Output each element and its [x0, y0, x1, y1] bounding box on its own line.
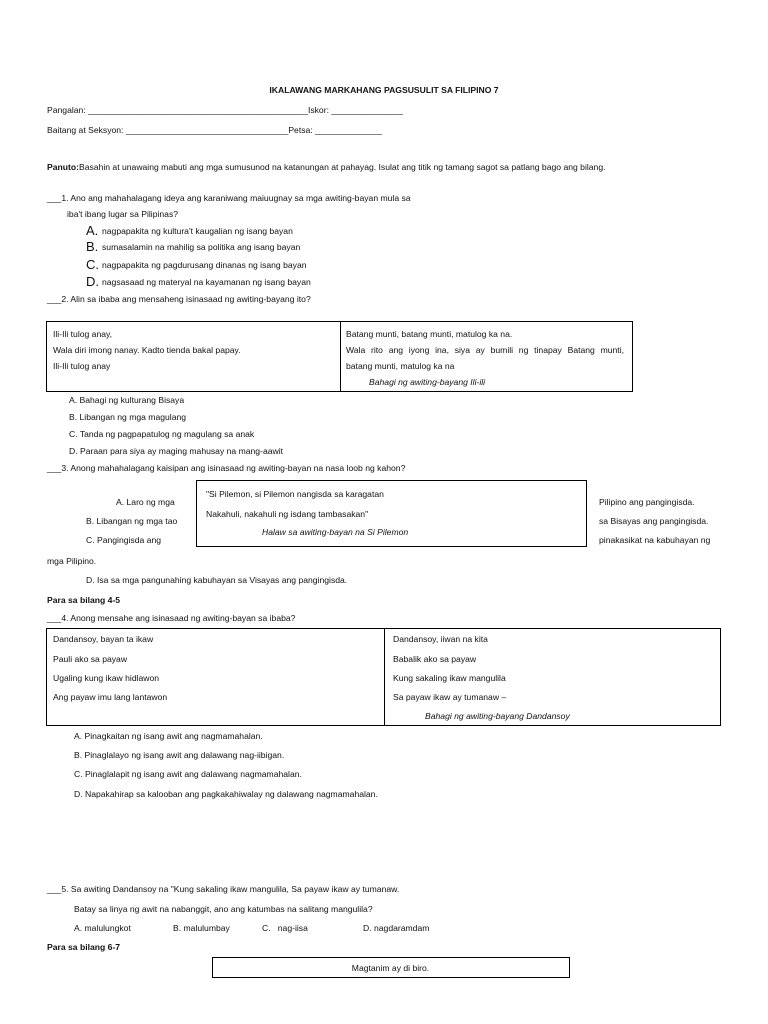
section-heading-6-7: Para sa bilang 6-7	[47, 942, 121, 952]
q1-choice-d	[86, 275, 311, 290]
q5-choice-a: A. malulungkot	[74, 923, 131, 933]
q3-choice-b-end: sa Bisayas ang pangingisda.	[599, 516, 709, 526]
instructions	[47, 163, 606, 173]
q5-choice-d: D. nagdaramdam	[363, 923, 430, 933]
q4-box-divider	[384, 628, 385, 725]
q2-right-line-1: Batang munti, batang munti, matulog ka na.	[346, 329, 513, 339]
q1-choice-text: nagsasaad ng materyal na kayamanan ng isang bayan	[102, 277, 311, 287]
q1-choice-c	[86, 258, 307, 273]
q3-choice-b-start: B. Libangan ng mga tao	[86, 516, 178, 526]
page-title: IKALAWANG MARKAHANG PAGSUSULIT SA FILIPINO 7	[269, 85, 499, 95]
question-5: ___5. Sa awiting Dandansoy na "Kung sakaling ikaw mangulila, Sa payaw ikaw ay tumanaw.	[47, 884, 400, 894]
q4-choice-b: B. Pinaglalayo ng isang awit ang dalawang nag-iibigan.	[74, 750, 285, 760]
q2-right-line-2: Wala rito ang iyong ina, siya ay bumili ng tinapay Batang munti,	[346, 345, 624, 355]
instructions-text: Basahin at unawaing mabuti ang mga sumusunod na katanungan at pahayag. Isulat ang titik ng tamang sagot sa patlang bago ang bilang.	[78, 162, 606, 172]
q4-choice-d: D. Napakahirap sa kalooban ang pagkakahiwalay ng dalawang nagmamahalan.	[74, 789, 378, 799]
q1-choice-letter: C.	[86, 257, 99, 272]
q3-box-line-1: "Si Pilemon, si Pilemon nangisda sa karagatan	[206, 489, 384, 499]
q1-choice-b	[86, 240, 300, 255]
q3-choice-a-end: Pilipino ang pangingisda.	[599, 497, 695, 507]
q2-caption: Bahagi ng awiting-bayang Ili-ili	[369, 377, 486, 387]
name-score-line: Pangalan: ______________________________________________Iskor: _______________	[47, 105, 404, 115]
q2-left-line-3: Ili-Ili tulog anay	[53, 361, 111, 371]
instructions-label: Panuto:	[47, 162, 79, 172]
q2-left-line-2: Wala diri imong nanay. Kadto tienda bakal papay.	[53, 345, 241, 355]
q3-choice-d: D. Isa sa mga pangunahing kabuhayan sa Visayas ang pangingisda.	[86, 575, 348, 585]
q1-choice-a	[86, 224, 293, 239]
q4-caption: Bahagi ng awiting-bayang Dandansoy	[425, 711, 570, 721]
question-4: ___4. Anong mensahe ang isinasaad ng awiting-bayan sa ibaba?	[47, 613, 296, 623]
q2-choice-b: B. Libangan ng mga magulang	[69, 412, 187, 422]
q3-choice-c-wrap: mga Pilipino.	[47, 556, 97, 566]
q4-right-line-2: Babalik ako sa payaw	[393, 654, 477, 664]
q4-right-line-3: Kung sakaling ikaw mangulila	[393, 673, 506, 683]
q2-box-divider	[340, 321, 341, 391]
q3-caption: Halaw sa awiting-bayan na Si Pilemon	[262, 527, 409, 537]
q3-choice-c-end: pinakasikat na kabuhayan ng	[599, 535, 711, 545]
q2-choice-c: C. Tanda ng pagpapatulog ng magulang sa anak	[69, 429, 255, 439]
q6-proverb-text: Magtanim ay di biro.	[351, 963, 430, 973]
q1-choice-text: nagpapakita ng pagdurusang dinanas ng isang bayan	[102, 260, 307, 270]
q4-left-line-4: Ang payaw imu lang lantawon	[53, 692, 168, 702]
q4-left-line-2: Pauli ako sa payaw	[53, 654, 128, 664]
q3-choice-a-start: A. Laro ng mga	[116, 497, 175, 507]
q1-choice-letter: A.	[86, 223, 99, 238]
q4-right-line-1: Dandansoy, iiwan na kita	[393, 634, 488, 644]
question-5-line2: Batay sa linya ng awit na nabanggit, ano ang katumbas na salitang mangulila?	[74, 904, 373, 914]
question-2: ___2. Alin sa ibaba ang mensaheng isinasaad ng awiting-bayang ito?	[47, 294, 311, 304]
q2-choice-a: A. Bahagi ng kulturang Bisaya	[69, 395, 185, 405]
q5-choice-c: C. nag-iisa	[262, 923, 308, 933]
q4-choice-c: C. Pinaglalapit ng isang awit ang dalawang nagmamahalan.	[74, 769, 302, 779]
question-3: ___3. Anong mahahalagang kaisipan ang isinasaad ng awiting-bayan na nasa loob ng kahon?	[47, 463, 406, 473]
q4-choice-a: A. Pinagkaitan ng isang awit ang nagmamahalan.	[74, 731, 263, 741]
q1-choice-text: sumasalamin na mahilig sa politika ang isang bayan	[102, 242, 301, 252]
q4-right-line-4: Sa payaw ikaw ay tumanaw –	[393, 692, 507, 702]
q4-left-line-3: Ugaling kung ikaw hidlawon	[53, 673, 160, 683]
q3-box-line-2: Nakahuli, nakahuli ng isdang tambasakan"	[206, 509, 369, 519]
q1-choice-letter: B.	[86, 239, 99, 254]
section-date-line: Baitang at Seksyon: __________________________________Petsa: ______________	[47, 125, 382, 135]
q1-choice-text: nagpapakita ng kultura't kaugalian ng isang bayan	[102, 226, 293, 236]
q4-left-line-1: Dandansoy, bayan ta ikaw	[53, 634, 154, 644]
q1-choice-letter: D.	[86, 274, 99, 289]
q2-right-line-3: batang munti, matulog ka na	[346, 361, 455, 371]
question-1-line2: iba't ibang lugar sa Pilipinas?	[67, 209, 179, 219]
q2-left-line-1: Ili-Ili tulog anay,	[53, 329, 113, 339]
q5-choice-b: B. malulumbay	[173, 923, 230, 933]
question-1: ___1. Ano ang mahahalagang ideya ang karaniwang maiuugnay sa mga awiting-bayan mula sa	[47, 193, 411, 203]
q2-choice-d: D. Paraan para siya ay maging mahusay na mang-aawit	[69, 446, 284, 456]
section-heading-4-5: Para sa bilang 4-5	[47, 595, 121, 605]
q3-choice-c-start: C. Pangingisda ang	[86, 535, 162, 545]
